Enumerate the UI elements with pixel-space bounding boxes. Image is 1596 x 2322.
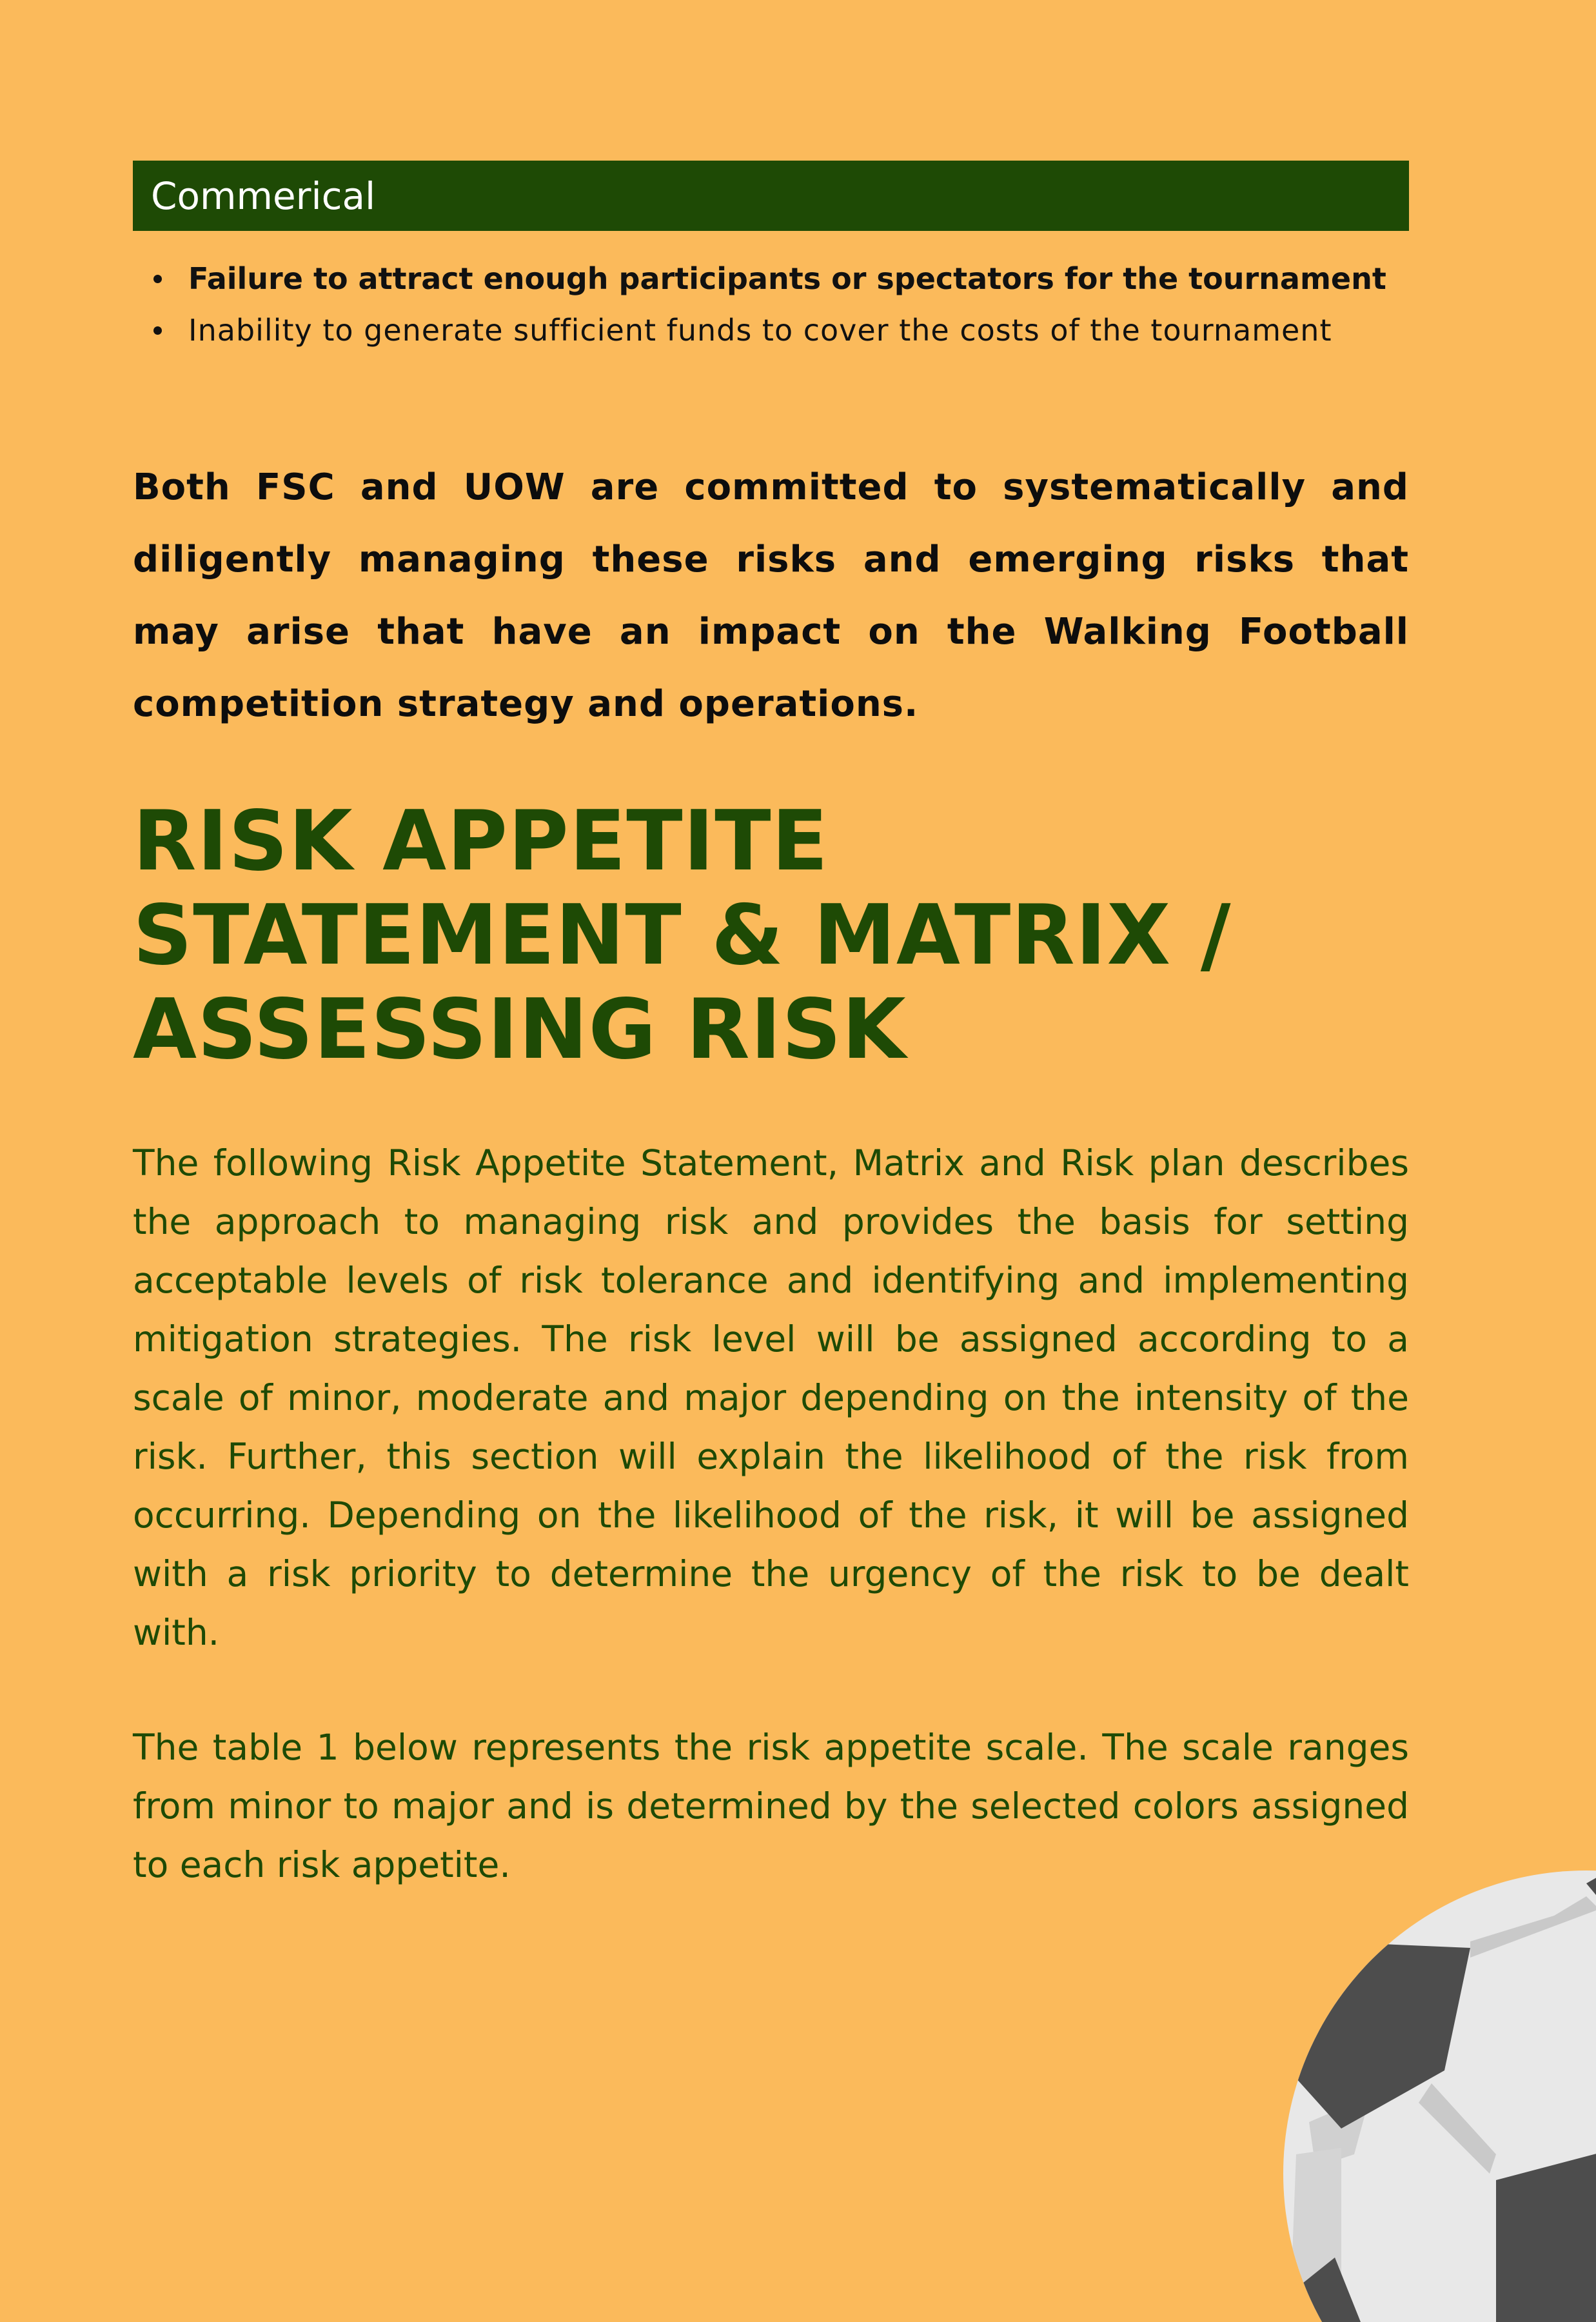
page-heading — [133, 795, 1409, 1077]
heading-line: ASSESSING RISK — [133, 982, 907, 1078]
risk-bullet-list — [133, 253, 1416, 356]
heading-line: RISK APPETITE — [133, 793, 829, 889]
list-item: Failure to attract enough participants or spectators for the tournament — [133, 253, 1416, 304]
risk-appetite-description: The following Risk Appetite Statement, Matrix and Risk plan describes the approach to managing risk and provides the basis for setting acceptable levels of risk tolerance and identifying and implementing mitigation strategies. The risk level will be assigned according to a scale of minor, moderate and major depending on the intensity of the risk. Further, this section will explain the likelihood of the risk from occurring. Depending on the likelihood of the risk, it will be assigned with a risk priority to determine the urgency of the risk to be dealt with. — [133, 1142, 1409, 1653]
soccer-ball-icon — [1283, 1870, 1596, 2322]
risk-scale-description: The table 1 below represents the risk appetite scale. The scale ranges from minor to major and is determined by the selected colors assigned to each risk appetite. — [133, 1727, 1409, 1885]
list-item: Inability to generate sufficient funds to cover the costs of the tournament — [133, 304, 1416, 356]
heading-line: STATEMENT & MATRIX / — [133, 888, 1232, 984]
section-title: Commerical — [151, 174, 376, 218]
commitment-paragraph: Both FSC and UOW are committed to systematically and diligently managing these risks and emerging risks that may arise that have an impact on the Walking Football competition strategy and operations. — [133, 466, 1409, 725]
section-header-bar — [133, 161, 1409, 231]
